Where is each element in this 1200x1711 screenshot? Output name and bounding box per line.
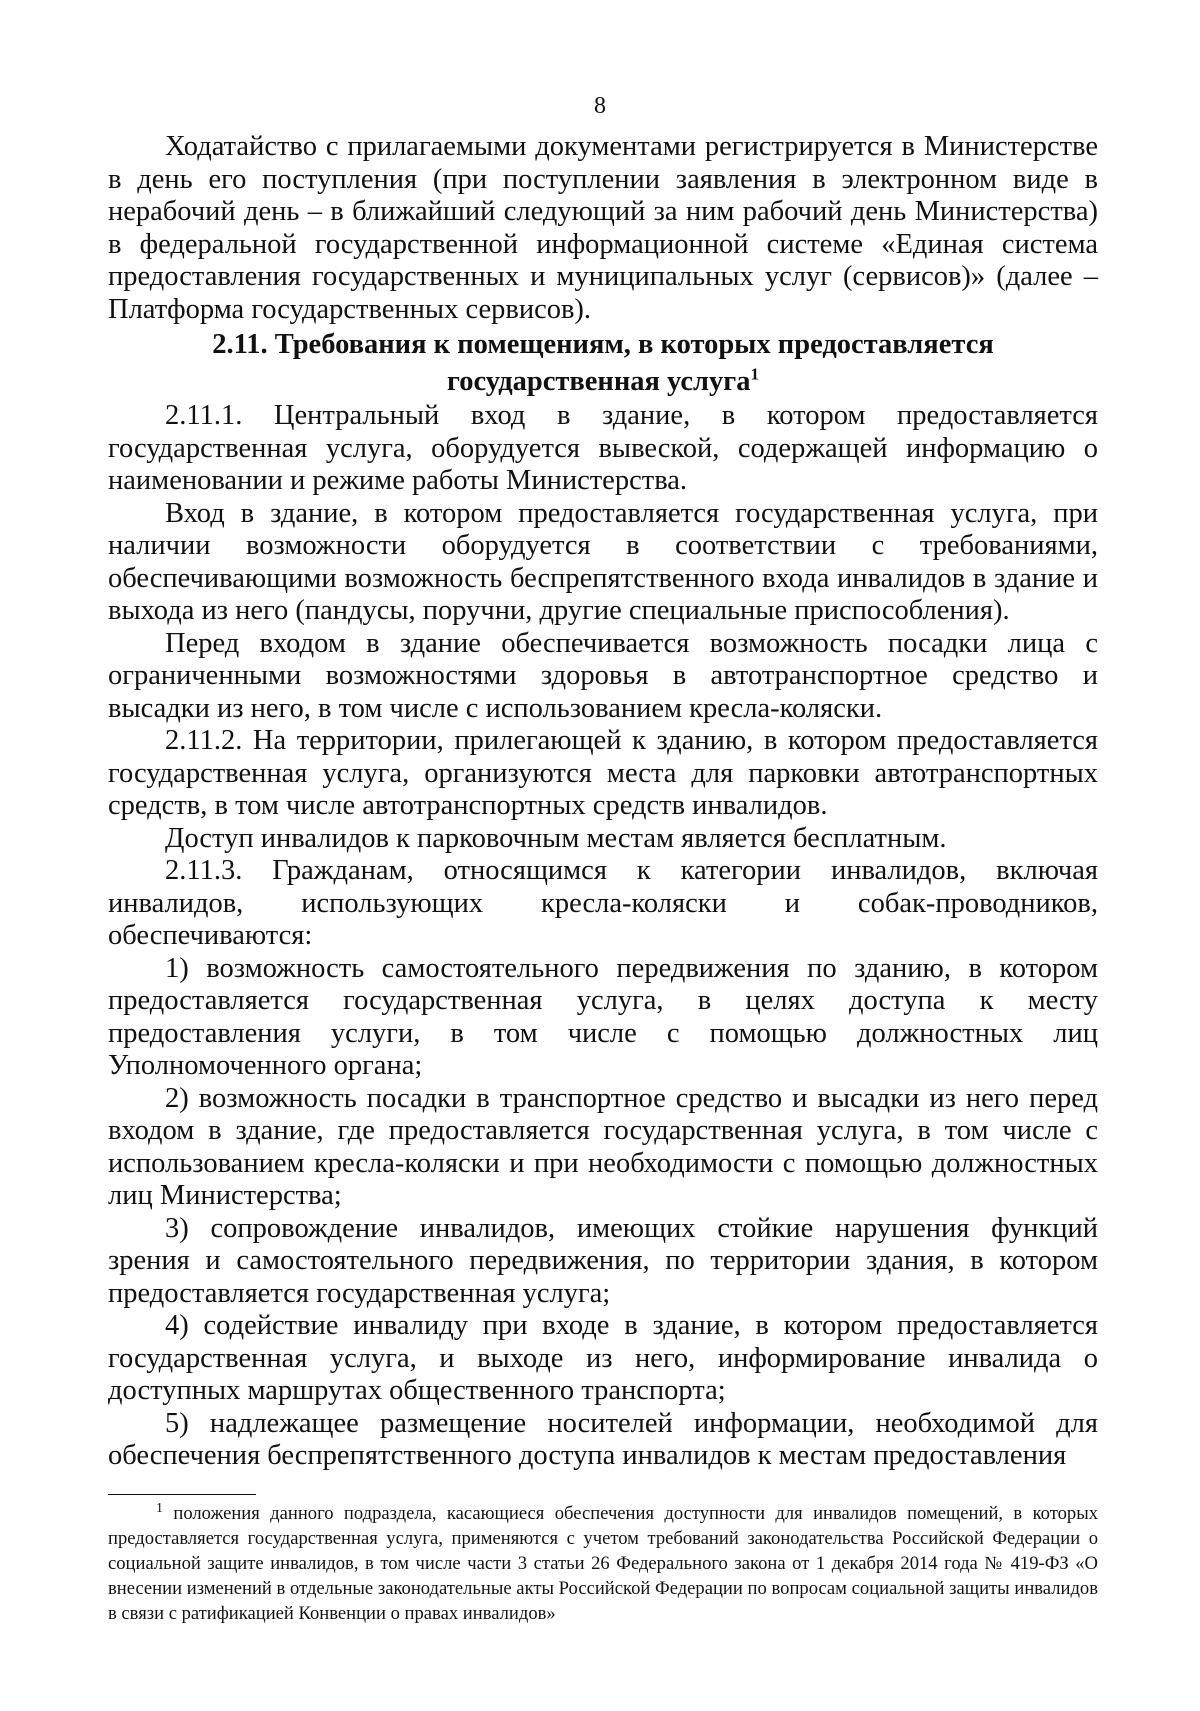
footnote-mark: 1 [156, 1500, 163, 1516]
footnote-reference[interactable]: 1 [750, 364, 759, 384]
paragraph-2-11-3: 2.11.3. Гражданам, относящимся к категории инвалидов, включая инвалидов, использующих кресла-коляски и собак-проводников, обеспечиваются: [108, 855, 1098, 951]
paragraph-entrance: Вход в здание, в котором предоставляется государственная услуга, при наличии возможности оборудуется в соответствии с требованиями, обеспечивающими возможность беспрепятственного входа инвалидов в здание и выхода из него (пандусы, поручни, другие специальные приспособления). [108, 497, 1098, 626]
footnote-divider [108, 1494, 256, 1495]
page-number: 8 [594, 93, 606, 119]
footnote-paragraph [108, 1501, 1098, 1626]
list-item-4: 4) содействие инвалиду при входе в здание, в котором предоставляется государственная услуга, и выходе из него, информирование инвалида о доступных маршрутах общественного транспорта; [108, 1310, 1098, 1406]
paragraph-2-11-1: 2.11.1. Центральный вход в здание, в котором предоставляется государственная услуга, оборудуется вывеской, содержащей информацию о наименовании и режиме работы Министерства. [108, 400, 1098, 496]
intro-paragraph: Ходатайство с прилагаемыми документами регистрируется в Министерстве в день его поступления (при поступлении заявления в электронном виде в нерабочий день – в ближайший следующий за ним рабочий день Министерства) в федеральной государственной информационной системе «Единая система предоставления государственных и муниципальных услуг (сервисов)» (далее – Платформа государственных сервисов). [108, 131, 1098, 325]
paragraph-2-11-2: 2.11.2. На территории, прилегающей к зданию, в котором предоставляется государственная услуга, организуются места для парковки автотранспортных средств, в том числе автотранспортных средств инвалидов. [108, 725, 1098, 821]
document-body [108, 131, 1098, 1473]
paragraph-parking-access: Доступ инвалидов к парковочным местам является бесплатным. [165, 822, 947, 854]
list-item-3: 3) сопровождение инвалидов, имеющих стойкие нарушения функций зрения и самостоятельного передвижения, по территории здания, в котором предоставляется государственная услуга; [108, 1212, 1098, 1309]
list-item-1: 1) возможность самостоятельного передвижения по зданию, в котором предоставляется государственная услуга, в целях доступа к месту предоставления услуги, в том числе с помощью должностных лиц Уполномоченного органа; [108, 952, 1098, 1081]
footnote [108, 1501, 1098, 1626]
footnote-text: положения данного подраздела, касающиеся обеспечения доступности для инвалидов помещений, в которых предоставляется государственная услуга, применяются с учетом требований законодательства Российской Федерации о социальной защите инвалидов, в том числе части 3 статьи 26 Федерального закона от 1 декабря 2014 года № 419-ФЗ «О внесении изменений в отдельные законодательные акты Российской Федерации по вопросам социальной защиты инвалидов в связи с ратификацией Конвенции о правах инвалидов» [108, 1503, 1098, 1624]
section-heading-line1: 2.11. Требования к помещениям, в которых предоставляется [212, 329, 994, 360]
section-heading-line2 [108, 363, 1098, 400]
list-item-2: 2) возможность посадки в транспортное средство и высадки из него перед входом в здание, где предоставляется государственная услуга, в том числе с использованием кресла-коляски и при необходимости с помощью должностных лиц Министерства; [108, 1082, 1098, 1211]
paragraph-boarding: Перед входом в здание обеспечивается возможность посадки лица с ограниченными возможностями здоровья в автотранспортное средство и высадки из него, в том числе с использованием кресла-коляски. [108, 627, 1098, 724]
section-heading-line2-text: государственная услуга [446, 366, 751, 397]
section-heading [108, 326, 1098, 400]
list-item-5: 5) надлежащее размещение носителей информации, необходимой для обеспечения беспрепятственного доступа инвалидов к местам предоставления [108, 1407, 1098, 1471]
